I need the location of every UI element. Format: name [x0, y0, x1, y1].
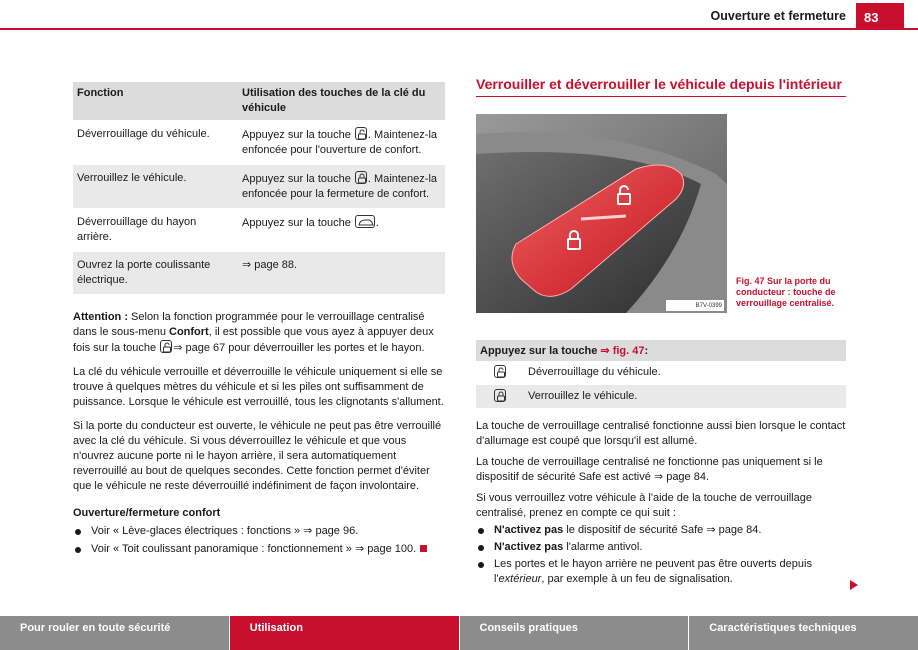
button-table-header — [476, 340, 846, 361]
list-item-text: l'alarme antivol. — [563, 541, 643, 553]
table-cell-usage — [238, 165, 445, 209]
tailgate-icon — [355, 215, 375, 228]
unlock-icon — [494, 365, 506, 378]
table-row — [476, 385, 846, 409]
attention-text: , il est possible que vous ayez à appuyer deux fois sur la touche — [73, 326, 434, 354]
section-title: Verrouiller et déverrouiller le véhicule depuis l'intérieur — [476, 76, 842, 92]
table-cell-usage — [238, 121, 445, 165]
end-of-section-mark — [420, 545, 427, 552]
table-cell-function: Ouvrez la porte coulissante électrique. — [73, 252, 238, 295]
list-item — [476, 540, 848, 555]
usage-text: . Maintenez-la enfoncée pour la fermeture de confort. — [242, 173, 438, 200]
unlock-icon — [355, 127, 367, 140]
continue-arrow-icon — [850, 580, 858, 590]
figure-reference-link[interactable]: ⇒ fig. 47 — [600, 345, 645, 357]
list-item — [476, 523, 848, 538]
emphasis: N'activez pas — [494, 541, 564, 553]
table-row — [73, 209, 445, 252]
figure-caption: Fig. 47 Sur la porte du conducteur : touche de verrouillage centralisé. — [736, 276, 836, 308]
list-item: Voir « Lève-glaces électriques : fonctions » ⇒ page 96. — [73, 524, 445, 539]
table-row — [476, 361, 846, 385]
title-rule — [476, 96, 846, 97]
paragraph: Si la porte du conducteur est ouverte, le véhicule ne peut pas être verrouillé avec la clé du véhicule. Si vous déverrouillez le véhicule et que vous n'ouvrez aucune porte ni le hayon arrière, il sera automatiquement reverrouillé au bout de quelques secondes. Cette fonction permet d'éviter que le véhicule ne reste déverrouillé indéfiniment de façon involontaire. — [73, 420, 442, 492]
lock-icon — [494, 389, 506, 402]
row-text: Verrouillez le véhicule. — [528, 390, 638, 402]
table-cell-usage: ⇒ page 88. — [238, 252, 445, 295]
lock-icon — [355, 171, 367, 184]
bullet-list — [73, 524, 445, 557]
list-item-text: , par exemple à un feu de signalisation. — [541, 573, 733, 585]
list-item-text: le dispositif de sécurité Safe ⇒ page 84. — [563, 524, 762, 536]
door-lock-button-figure — [476, 114, 727, 313]
paragraph: La clé du véhicule verrouille et déverrouille le véhicule uniquement si elle se trouve à quelques mètres du véhicule et si les piles ont suffisamment de puissance. Lorsque le véhicule est verrouillé, tous les clignotants s'allument. — [73, 366, 444, 408]
attention-text: ⇒ page 67 pour déverrouiller les portes et le hayon. — [173, 342, 425, 354]
table-row — [73, 165, 445, 209]
table-row — [73, 252, 445, 295]
subheading: Ouverture/fermeture confort — [73, 507, 221, 519]
paragraph: La touche de verrouillage centralisé ne fonctionne pas uniquement si le dispositif de sécurité Safe est activé ⇒ page 84. — [476, 456, 823, 483]
list-item — [73, 542, 445, 557]
header-text: : — [644, 345, 649, 357]
emphasis: N'activez pas — [494, 524, 564, 536]
footer-tab-technical-data[interactable]: Caractéristiques techniques — [689, 616, 918, 650]
list-item-text: Voir « Toit coulissant panoramique : fonctionnement » ⇒ page 100. — [91, 543, 417, 555]
footer-tab-practical-tips[interactable]: Conseils pratiques — [460, 616, 690, 650]
emphasis: extérieur — [498, 573, 542, 585]
menu-name: Confort — [169, 326, 209, 338]
list-item — [476, 557, 848, 587]
bullet-list — [476, 523, 848, 587]
usage-text: . — [375, 217, 379, 229]
footer-nav — [0, 616, 918, 650]
table-header-function: Fonction — [73, 82, 238, 121]
attention-label: Attention : — [73, 311, 128, 323]
usage-text: Appuyez sur la touche — [242, 173, 351, 185]
table-cell-usage — [238, 209, 445, 252]
usage-text: Appuyez sur la touche — [242, 217, 351, 229]
table-cell-function: Déverrouillage du véhicule. — [73, 121, 238, 165]
running-header-title: Ouverture et fermeture — [710, 9, 846, 23]
header-text: Appuyez sur la touche — [480, 345, 601, 357]
left-column — [73, 82, 445, 557]
footer-tab-safety[interactable]: Pour rouler en toute sécurité — [0, 616, 230, 650]
button-table — [476, 340, 846, 409]
row-text: Déverrouillage du véhicule. — [528, 366, 661, 378]
attention-paragraph — [73, 310, 445, 356]
table-cell-function: Déverrouillage du hayon arrière. — [73, 209, 238, 252]
table-cell-function: Verrouillez le véhicule. — [73, 165, 238, 209]
header-rule — [0, 28, 918, 30]
right-text — [476, 419, 848, 587]
figure-code: B7V-0399 — [695, 303, 722, 309]
paragraph: Si vous verrouillez votre véhicule à l'aide de la touche de verrouillage centralisé, prenez en compte ce qui suit : — [476, 492, 812, 519]
table-row — [73, 121, 445, 165]
usage-text: . Maintenez-la enfoncée pour l'ouverture de confort. — [242, 129, 438, 156]
attention-text: Selon la fonction programmée pour le verrouillage centralisé dans le sous-menu — [73, 311, 425, 338]
list-item-text: Les portes et le hayon arrière ne peuvent pas être ouverts depuis l' — [494, 558, 812, 585]
usage-text: Appuyez sur la touche — [242, 129, 351, 141]
paragraph: La touche de verrouillage centralisé fonctionne aussi bien lorsque le contact d'allumage est coupé que lorsqu'il est allumé. — [476, 420, 846, 447]
table-header-usage: Utilisation des touches de la clé du véhicule — [238, 82, 445, 121]
page-number: 83 — [856, 3, 904, 29]
unlock-icon — [160, 340, 172, 353]
footer-tab-operation[interactable]: Utilisation — [230, 616, 460, 650]
key-function-table — [73, 82, 445, 295]
